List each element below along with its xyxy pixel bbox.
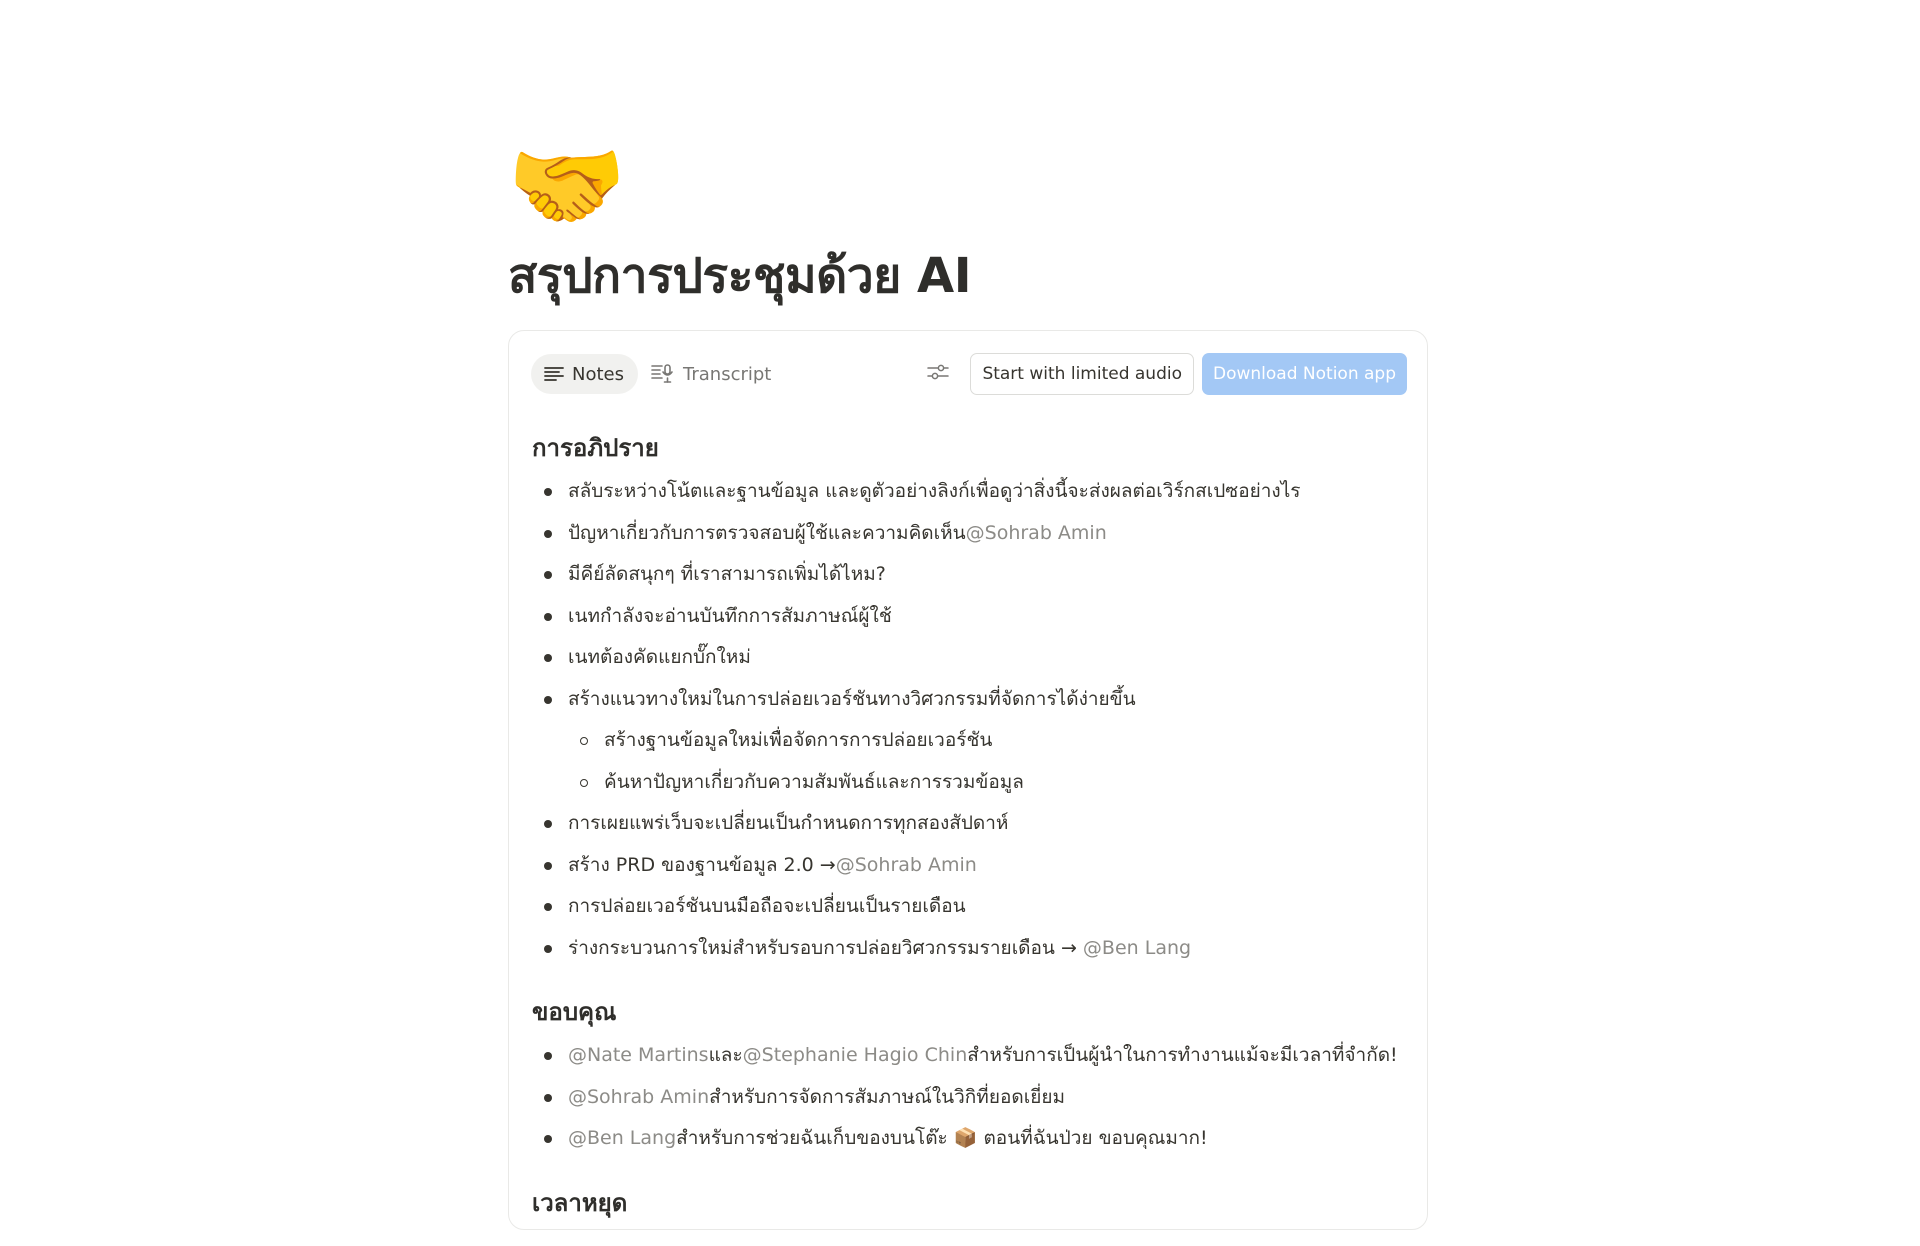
- item-text: เนทต้องคัดแยกบั๊กใหม่: [568, 646, 751, 668]
- user-mention[interactable]: @Ben Lang: [568, 1127, 677, 1149]
- tab-transcript-label: Transcript: [683, 363, 772, 385]
- discussion-heading[interactable]: การอภิปราย: [532, 434, 659, 462]
- item-text: สร้าง PRD ของฐานข้อมูล 2.0 →: [568, 853, 836, 876]
- list-item[interactable]: [532, 1077, 1407, 1119]
- tab-notes[interactable]: [531, 354, 638, 394]
- sub-list-item[interactable]: [532, 762, 1407, 804]
- item-text: สำหรับการช่วยฉันเก็บของบนโต๊ะ 📦 ตอนที่ฉันป่วย ขอบคุณมาก!: [676, 1127, 1208, 1149]
- list-item[interactable]: [532, 471, 1407, 513]
- user-mention[interactable]: @Stephanie Hagio Chin: [742, 1044, 968, 1066]
- discussion-list: [532, 471, 1407, 969]
- thanks-list: [532, 1035, 1407, 1160]
- start-limited-audio-button[interactable]: Start with limited audio: [970, 353, 1194, 395]
- user-mention[interactable]: @Nate Martins: [568, 1044, 709, 1066]
- item-text: การเผยแพร่เว็บจะเปลี่ยนเป็นกำหนดการทุกสองสัปดาห์: [568, 812, 1009, 834]
- list-item[interactable]: [532, 679, 1407, 721]
- thanks-section: [532, 993, 1407, 1160]
- item-text: และ: [708, 1044, 743, 1066]
- item-text: มีคีย์ลัดสนุกๆ ที่เราสามารถเพิ่มได้ไหม?: [568, 563, 886, 585]
- item-text: ค้นหาปัญหาเกี่ยวกับความสัมพันธ์และการรวมข้อมูล: [604, 770, 1024, 793]
- discussion-section: [532, 429, 1407, 969]
- user-mention[interactable]: @Ben Lang: [1082, 936, 1192, 959]
- item-text: เนทกำลังจะอ่านบันทึกการสัมภาษณ์ผู้ใช้: [568, 604, 892, 627]
- item-text: สำหรับการจัดการสัมภาษณ์ในวิกิที่ยอดเยี่ยม: [709, 1085, 1065, 1108]
- handshake-icon[interactable]: 🤝: [507, 130, 627, 242]
- sliders-icon: [927, 363, 949, 385]
- item-text: ปัญหาเกี่ยวกับการตรวจสอบผู้ใช้และความคิดเห็น: [568, 521, 966, 544]
- user-mention[interactable]: @Sohrab Amin: [835, 853, 977, 876]
- list-item[interactable]: [532, 928, 1407, 970]
- list-item[interactable]: [532, 1035, 1407, 1077]
- notes-body: [532, 429, 1407, 1246]
- item-text: ร่างกระบวนการใหม่สำหรับรอบการปล่อยวิศวกรรมรายเดือน →: [568, 936, 1083, 959]
- item-text: สร้างฐานข้อมูลใหม่เพื่อจัดการการปล่อยเวอร์ชัน: [604, 729, 993, 751]
- list-item[interactable]: [532, 637, 1407, 679]
- list-item[interactable]: [532, 513, 1407, 555]
- tab-transcript[interactable]: [638, 354, 785, 394]
- list-item[interactable]: [532, 596, 1407, 638]
- item-text: สำหรับการเป็นผู้นำในการทำงานแม้จะมีเวลาที่จำกัด!: [967, 1044, 1398, 1066]
- notes-lines-icon: [544, 366, 564, 382]
- user-mention[interactable]: @Sohrab Amin: [568, 1085, 710, 1108]
- downtime-heading[interactable]: เวลาหยุด: [532, 1188, 628, 1217]
- list-item[interactable]: [532, 845, 1407, 887]
- list-item[interactable]: [532, 886, 1407, 928]
- list-item[interactable]: [532, 803, 1407, 845]
- list-item[interactable]: [532, 1118, 1407, 1160]
- meeting-notes-card: [508, 330, 1428, 1230]
- sub-list-item[interactable]: [532, 720, 1407, 762]
- list-item[interactable]: [532, 554, 1407, 596]
- meeting-toolbar: [531, 353, 1407, 395]
- page-title[interactable]: สรุปการประชุมด้วย AI: [508, 248, 972, 304]
- transcript-icon: [651, 364, 675, 384]
- item-text: สร้างแนวทางใหม่ในการปล่อยเวอร์ชันทางวิศวกรรมที่จัดการได้ง่ายขึ้น: [568, 687, 1136, 710]
- settings-button[interactable]: [920, 356, 956, 392]
- downtime-section: [532, 1184, 1407, 1222]
- thanks-heading[interactable]: ขอบคุณ: [532, 998, 617, 1026]
- tab-notes-label: Notes: [572, 363, 624, 385]
- user-mention[interactable]: @Sohrab Amin: [965, 521, 1107, 544]
- item-text: การปล่อยเวอร์ชันบนมือถือจะเปลี่ยนเป็นรายเดือน: [568, 895, 966, 917]
- item-text: สลับระหว่างโน้ตและฐานข้อมูล และดูตัวอย่างลิงก์เพื่อดูว่าสิ่งนี้จะส่งผลต่อเวิร์กสเปซอย่างไร: [568, 480, 1301, 502]
- download-notion-app-button[interactable]: Download Notion app: [1202, 353, 1407, 395]
